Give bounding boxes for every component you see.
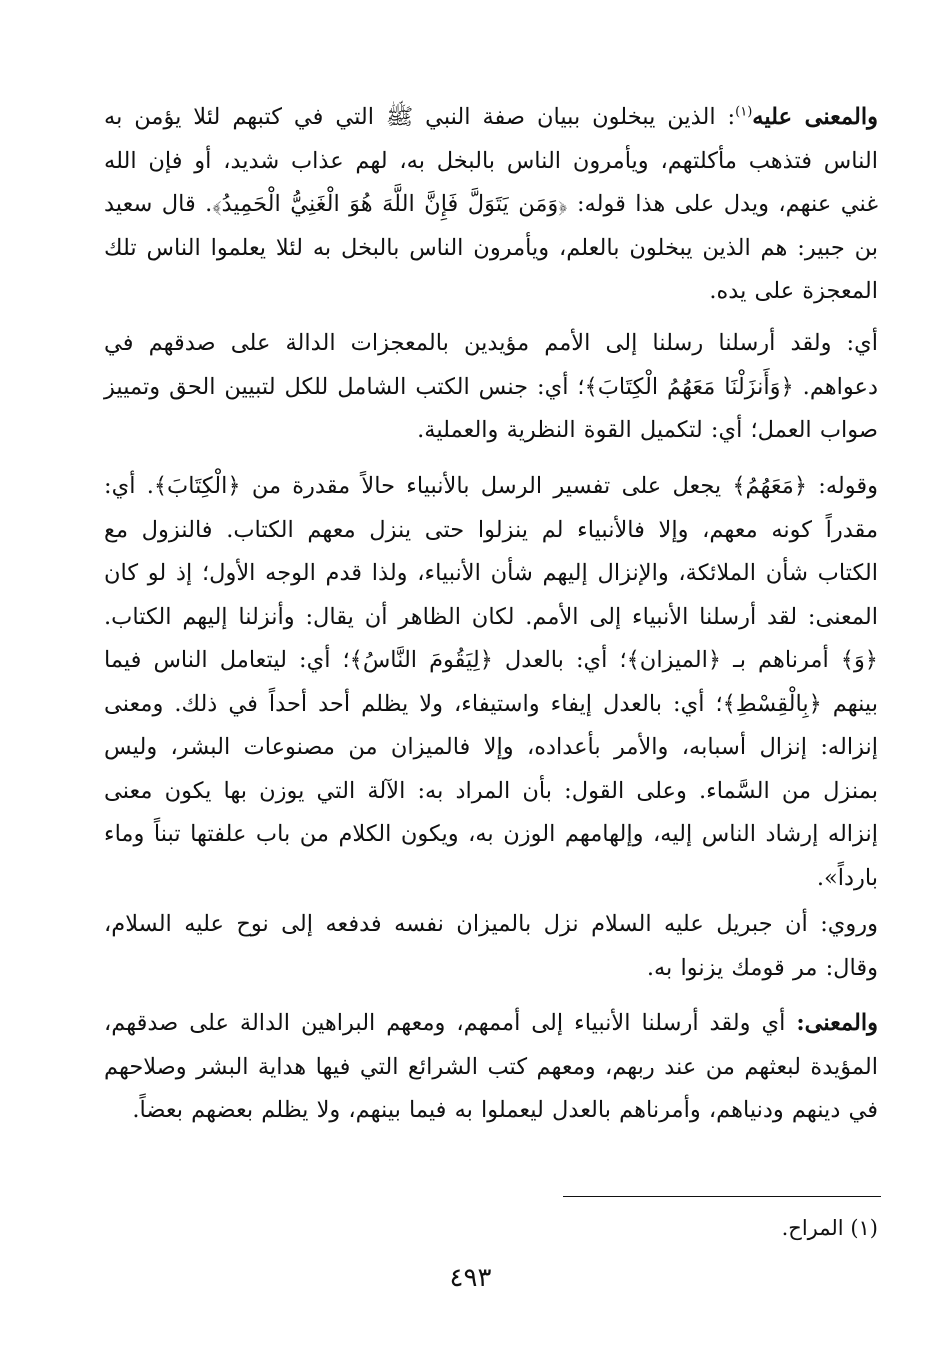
- footnote-divider: [563, 1196, 881, 1197]
- paragraph-4-text: وروي: أن جبريل عليه السلام نزل بالميزان نفسه فدفعه إلى نوح عليه السلام، وقال: مر قومك يزنوا به.: [104, 911, 878, 981]
- paragraph-1: [104, 96, 878, 314]
- page-number: ٤٩٣: [449, 1263, 492, 1293]
- paragraph-3: [104, 465, 878, 900]
- paragraph-5-text: أي ولقد أرسلنا الأنبياء إلى أممهم، ومعهم البراهين الدالة على صدقهم، المؤيدة لبعثهم من عند ربهم، ومعهم كتب الشرائع التي فيها هداية البشر وصلاحهم في دينهم ودنياهم، وأمرناهم بالعدل ليعملوا به فيما بينهم، ولا يظلم بعضهم بعضاً.: [104, 1010, 878, 1123]
- footnote-reference: (١): [735, 104, 753, 120]
- paragraph-2-text: أي: ولقد أرسلنا رسلنا إلى الأمم مؤيدين بالمعجزات الدالة على صدقهم في دعواهم. ﴿وَأَنزَلْنَا مَعَهُمُ الْكِتَابَ﴾؛ أي: جنس الكتب الشامل للكل لتبيين الحق وتمييز صواب العمل؛ أي: لتكميل القوة النظرية والعملية.: [104, 330, 878, 443]
- paragraph-3-text: وقوله: ﴿مَعَهُمُ﴾ يجعل على تفسير الرسل بالأنبياء حالاً مقدرة من ﴿الْكِتَابَ﴾. أي: مقدراً كونه معهم، وإلا فالأنبياء لم ينزلوا حتى ينزل معهم الكتاب. فالنزول مع الكتاب شأن الملائكة، والإنزال إليهم شأن الأنبياء، ولذا قدم الوجه الأول؛ إذ لو كان المعنى: لقد أرسلنا الأنبياء إلى الأمم. لكان الظاهر أن يقال: وأنزلنا إليهم الكتاب. ﴿وَ﴾ أمرناهم بـ ﴿الميزان﴾؛ أي: بالعدل ﴿لِيَقُومَ النَّاسُ﴾؛ أي: ليتعامل الناس فيما بينهم ﴿بِالْقِسْطِ﴾؛ أي: بالعدل إيفاء واستيفاء، ولا يظلم أحد أحداً في ذلك. ومعنى إنزاله: إنزال أسبابه، والأمر بأعداده، وإلا فالميزان من مصنوعات البشر، وليس بمنزل من السَّماء. وعلى القول: بأن المراد به: الآلة التي يوزن بها يكون معنى إنزاله إرشاد الناس إليه، وإلهامهم الوزن به، ويكون الكلام من باب علفتها تبناً وماء بارداً».: [104, 473, 878, 891]
- footnote: [104, 1210, 878, 1246]
- paragraph-5: [104, 1002, 878, 1133]
- footnote-text: المراح.: [781, 1216, 844, 1240]
- paragraph-2: [104, 322, 878, 453]
- footnote-marker: (١): [850, 1216, 878, 1240]
- paragraph-4: [104, 903, 878, 990]
- paragraph-1-text: : الذين يبخلون ببيان صفة النبي ﷺ التي في كتبهم لئلا يؤمن به الناس فتذهب مأكلتهم، ويأمرون الناس بالبخل به، لهم عذاب شديد، أو فإن الله غني عنهم، ويدل على هذا قوله: ﴿وَمَن يَتَوَلَّ فَإِنَّ اللَّهَ هُوَ الْغَنِيُّ الْحَمِيدُ﴾. قال سعيد بن جبير: هم الذين يبخلون بالعلم، ويأمرون الناس بالبخل به لئلا يعلموا الناس تلك المعجزة على يده.: [104, 104, 878, 304]
- paragraph-5-lead: والمعنى:: [796, 1010, 878, 1036]
- paragraph-1-lead: والمعنى عليه: [752, 104, 879, 130]
